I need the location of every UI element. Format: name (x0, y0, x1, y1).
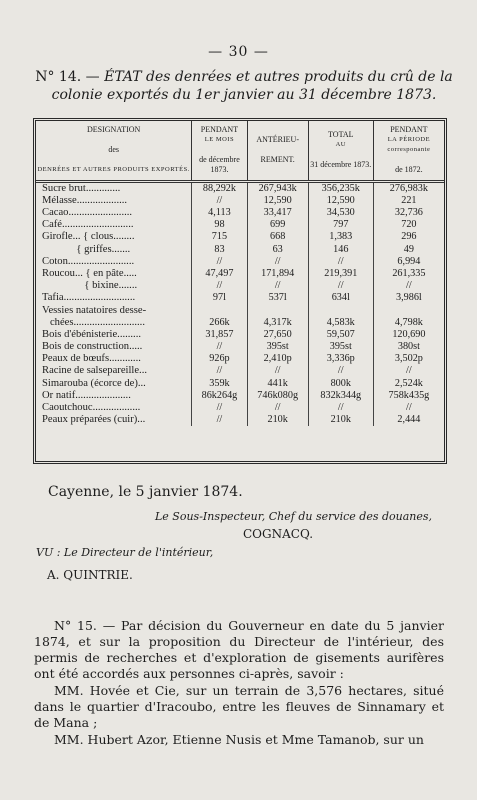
row-value: 296 (373, 231, 444, 243)
row-value: 359k (192, 378, 247, 390)
row-value: // (247, 256, 308, 268)
row-value: 34,530 (308, 207, 373, 219)
header-period-1872: PENDANT LA PÉRIODE corresponante de 1872. (373, 121, 444, 181)
row-value: // (373, 365, 444, 377)
row-value: 83 (192, 243, 247, 255)
row-value: 63 (247, 243, 308, 255)
header-total: TOTAL AU 31 décembre 1873. (308, 121, 373, 181)
table-row (36, 378, 444, 390)
table-row (36, 243, 444, 255)
row-label: Tafia........................... (42, 292, 136, 304)
row-label: Sucre brut............. (42, 182, 121, 194)
table-row (36, 414, 444, 426)
row-value: 537l (247, 292, 308, 304)
row-value: 2,444 (373, 414, 444, 426)
table-row (36, 304, 444, 316)
title-line-1: ÉTAT des denrées et autres produits du crû de la (104, 69, 453, 85)
table-row (36, 280, 444, 292)
row-value: 88,292k (192, 181, 247, 195)
row-value: 2,524k (373, 378, 444, 390)
row-value: 276,983k (373, 181, 444, 195)
row-value: 219,391 (308, 268, 373, 280)
row-value: 47,497 (192, 268, 247, 280)
row-value (308, 304, 373, 316)
row-label: Or natif..................... (42, 389, 131, 401)
table-row (36, 292, 444, 304)
table-row (36, 390, 444, 402)
row-value: 3,986l (373, 292, 444, 304)
decision-paragraphs (34, 618, 444, 748)
row-value: 267,943k (247, 181, 308, 195)
row-label: Racine de salsepareille... (42, 365, 148, 377)
row-label: Bois d'ébénisterie......... (42, 328, 142, 340)
row-label: { griffes....... (42, 243, 131, 255)
table-row (36, 195, 444, 207)
row-value: 441k (247, 378, 308, 390)
row-value: 12,590 (308, 195, 373, 207)
row-label: Girofle... { clous........ (42, 231, 135, 243)
row-value: 395st (247, 341, 308, 353)
row-value: // (308, 280, 373, 292)
row-value: 746k080g (247, 390, 308, 402)
row-value: 758k435g (373, 390, 444, 402)
row-value: 395st (308, 341, 373, 353)
row-value: 12,590 (247, 195, 308, 207)
row-value: // (247, 280, 308, 292)
export-table (36, 121, 444, 426)
table-row (36, 231, 444, 243)
table-row (36, 256, 444, 268)
row-value: // (247, 402, 308, 414)
row-value: 33,417 (247, 207, 308, 219)
header-month: PENDANT LE MOIS de décembre 1873. (192, 121, 247, 181)
row-value: // (192, 341, 247, 353)
row-label: Café........................... (42, 219, 134, 231)
row-value: // (192, 280, 247, 292)
row-label: Roucou... { en pâte..... (42, 267, 137, 279)
row-value: 261,335 (373, 268, 444, 280)
table-row (36, 219, 444, 231)
row-value: 98 (192, 219, 247, 231)
title-number: N° 14. — (35, 69, 100, 85)
signature-name-quintrie: A. QUINTRIE. (47, 568, 133, 582)
row-value: 4,583k (308, 317, 373, 329)
row-label: Simarouba (écorce de)... (42, 377, 146, 389)
table-row (36, 341, 444, 353)
row-value: 3,502p (373, 353, 444, 365)
row-value: 800k (308, 378, 373, 390)
row-label: Caoutchouc.................. (42, 402, 141, 414)
row-label: Mélasse................... (42, 194, 128, 206)
row-label: chées........................... (42, 316, 145, 328)
page-number: — 30 — (208, 44, 269, 60)
row-value: 97l (192, 292, 247, 304)
row-value: 59,507 (308, 329, 373, 341)
header-designation: DESIGNATION des DENRÉES ET AUTRES PRODUITS EXPORTÉS. (36, 121, 192, 181)
row-value: // (192, 256, 247, 268)
paragraph-2: MM. Hovée et Cie, sur un terrain de 3,576 hectares, situé dans le quartier d'Iracoubo, entre les fleuves de Sinnamary et de Mana ; (34, 683, 444, 730)
row-value: // (308, 256, 373, 268)
table-body (36, 181, 444, 426)
table-row (36, 207, 444, 219)
vu-line: VU : Le Directeur de l'intérieur, (36, 546, 214, 559)
row-label: { bixine....... (42, 280, 138, 292)
row-value: // (192, 195, 247, 207)
row-value: 6,994 (373, 256, 444, 268)
table-row (36, 329, 444, 341)
table-row (36, 402, 444, 414)
row-value: 699 (247, 219, 308, 231)
row-value: // (247, 365, 308, 377)
row-value: 146 (308, 243, 373, 255)
document-title (34, 68, 454, 104)
row-label: Vessies natatoires desse- (42, 304, 147, 316)
row-value (192, 304, 247, 316)
row-value: 31,857 (192, 329, 247, 341)
row-value: // (192, 365, 247, 377)
row-value: 797 (308, 219, 373, 231)
table-row (36, 317, 444, 329)
row-value: 926p (192, 353, 247, 365)
table-row (36, 181, 444, 195)
row-label: Cacao........................ (42, 207, 133, 219)
row-value: 4,113 (192, 207, 247, 219)
row-value: 634l (308, 292, 373, 304)
row-value: 210k (247, 414, 308, 426)
row-value: 32,736 (373, 207, 444, 219)
place-date: Cayenne, le 5 janvier 1874. (48, 484, 243, 500)
row-value: 668 (247, 231, 308, 243)
row-value (247, 304, 308, 316)
row-value: // (373, 280, 444, 292)
signature-title: Le Sous-Inspecteur, Chef du service des douanes, (155, 510, 433, 523)
row-value: 266k (192, 317, 247, 329)
table-row (36, 365, 444, 377)
row-value: 221 (373, 195, 444, 207)
row-value: 120,690 (373, 329, 444, 341)
row-value: 3,336p (308, 353, 373, 365)
row-label: Peaux préparées (cuir)... (42, 414, 146, 426)
row-label: Bois de construction..... (42, 341, 143, 353)
table-row (36, 268, 444, 280)
signature-name-cognacq: COGNACQ. (243, 527, 314, 541)
title-line-2: colonie exportés du 1er janvier au 31 décembre 1873. (51, 87, 437, 103)
row-value: 210k (308, 414, 373, 426)
row-value (373, 304, 444, 316)
row-value: // (308, 402, 373, 414)
row-value: // (192, 414, 247, 426)
row-value: 4,317k (247, 317, 308, 329)
row-value: 49 (373, 243, 444, 255)
table-row (36, 353, 444, 365)
row-value: 4,798k (373, 317, 444, 329)
header-previous: ANTÉRIEU- REMENT. (247, 121, 308, 181)
row-value: 832k344g (308, 390, 373, 402)
row-value: 720 (373, 219, 444, 231)
paragraph-1: N° 15. — Par décision du Gouverneur en date du 5 janvier 1874, et sur la proposition du Directeur de l'intérieur, des permis de recherches et d'exploration de gisements aurifères ont été accordés aux personnes ci-après, savoir : (34, 618, 444, 681)
row-value: 2,410p (247, 353, 308, 365)
export-table-frame (33, 118, 447, 464)
row-value: // (192, 402, 247, 414)
row-value: // (308, 365, 373, 377)
row-label: Peaux de bœufs............ (42, 353, 141, 365)
row-value: 27,650 (247, 329, 308, 341)
row-label: Coton......................... (42, 255, 135, 267)
row-value: 356,235k (308, 181, 373, 195)
row-value: 171,894 (247, 268, 308, 280)
row-value: // (373, 402, 444, 414)
row-value: 715 (192, 231, 247, 243)
table-header-row (36, 121, 444, 181)
row-value: 380st (373, 341, 444, 353)
row-value: 1,383 (308, 231, 373, 243)
row-value: 86k264g (192, 390, 247, 402)
paragraph-3: MM. Hubert Azor, Etienne Nusis et Mme Tamanob, sur un (54, 732, 424, 747)
